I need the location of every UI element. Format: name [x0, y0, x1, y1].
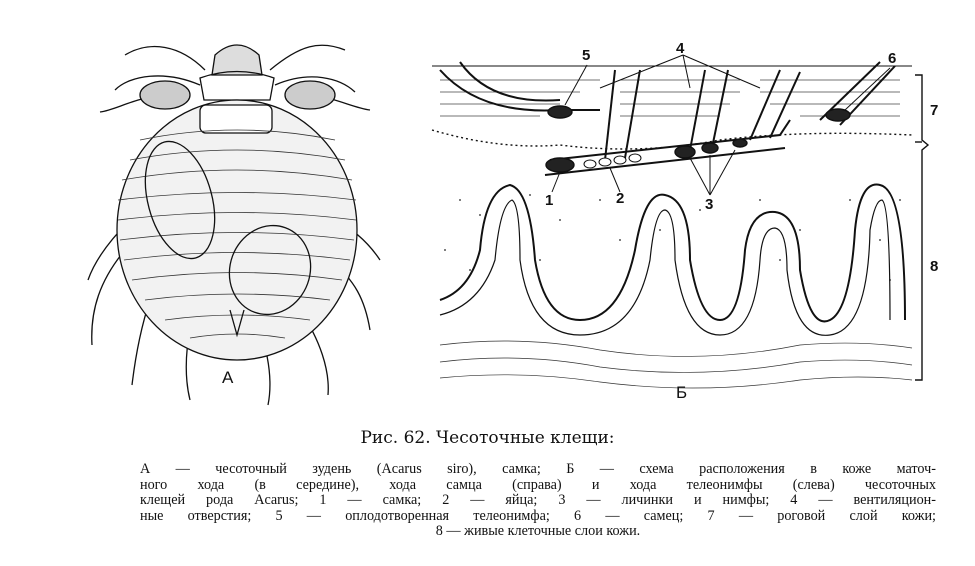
- label-4: 4: [676, 40, 685, 57]
- label-3: 3: [705, 196, 714, 213]
- mite-illustration: [88, 45, 380, 405]
- label-8: 8: [930, 258, 939, 275]
- caption-line: ного хода (в середине), хода самца (справа) и хода телеонимфы (слева) чесоточных: [140, 476, 936, 493]
- skin-section-scheme: [432, 55, 928, 388]
- label-7: 7: [930, 102, 939, 119]
- label-2: 2: [616, 190, 625, 207]
- caption-line: ные отверстия; 5 — оплодотворенная телеонимфа; 6 — самец; 7 — роговой слой кожи;: [140, 507, 936, 524]
- caption-line: А — чесоточный зудень (Acarus siro), самка; Б — схема расположения в коже маточ-: [140, 461, 936, 477]
- panel-a-label: А: [222, 368, 234, 387]
- figure-caption-title: Рис. 62. Чесоточные клещи:: [360, 428, 615, 448]
- panel-b-label: Б: [676, 383, 688, 402]
- caption-line: клещей рода Acarus; 1 — самка; 2 — яйца; 3 — личинки и нимфы; 4 — вентиляцион-: [140, 492, 936, 508]
- figure-caption-body: [140, 462, 936, 540]
- label-1: 1: [545, 192, 554, 209]
- caption-line: 8 — живые клеточные слои кожи.: [435, 523, 641, 539]
- label-6: 6: [888, 50, 897, 67]
- label-5: 5: [582, 47, 591, 64]
